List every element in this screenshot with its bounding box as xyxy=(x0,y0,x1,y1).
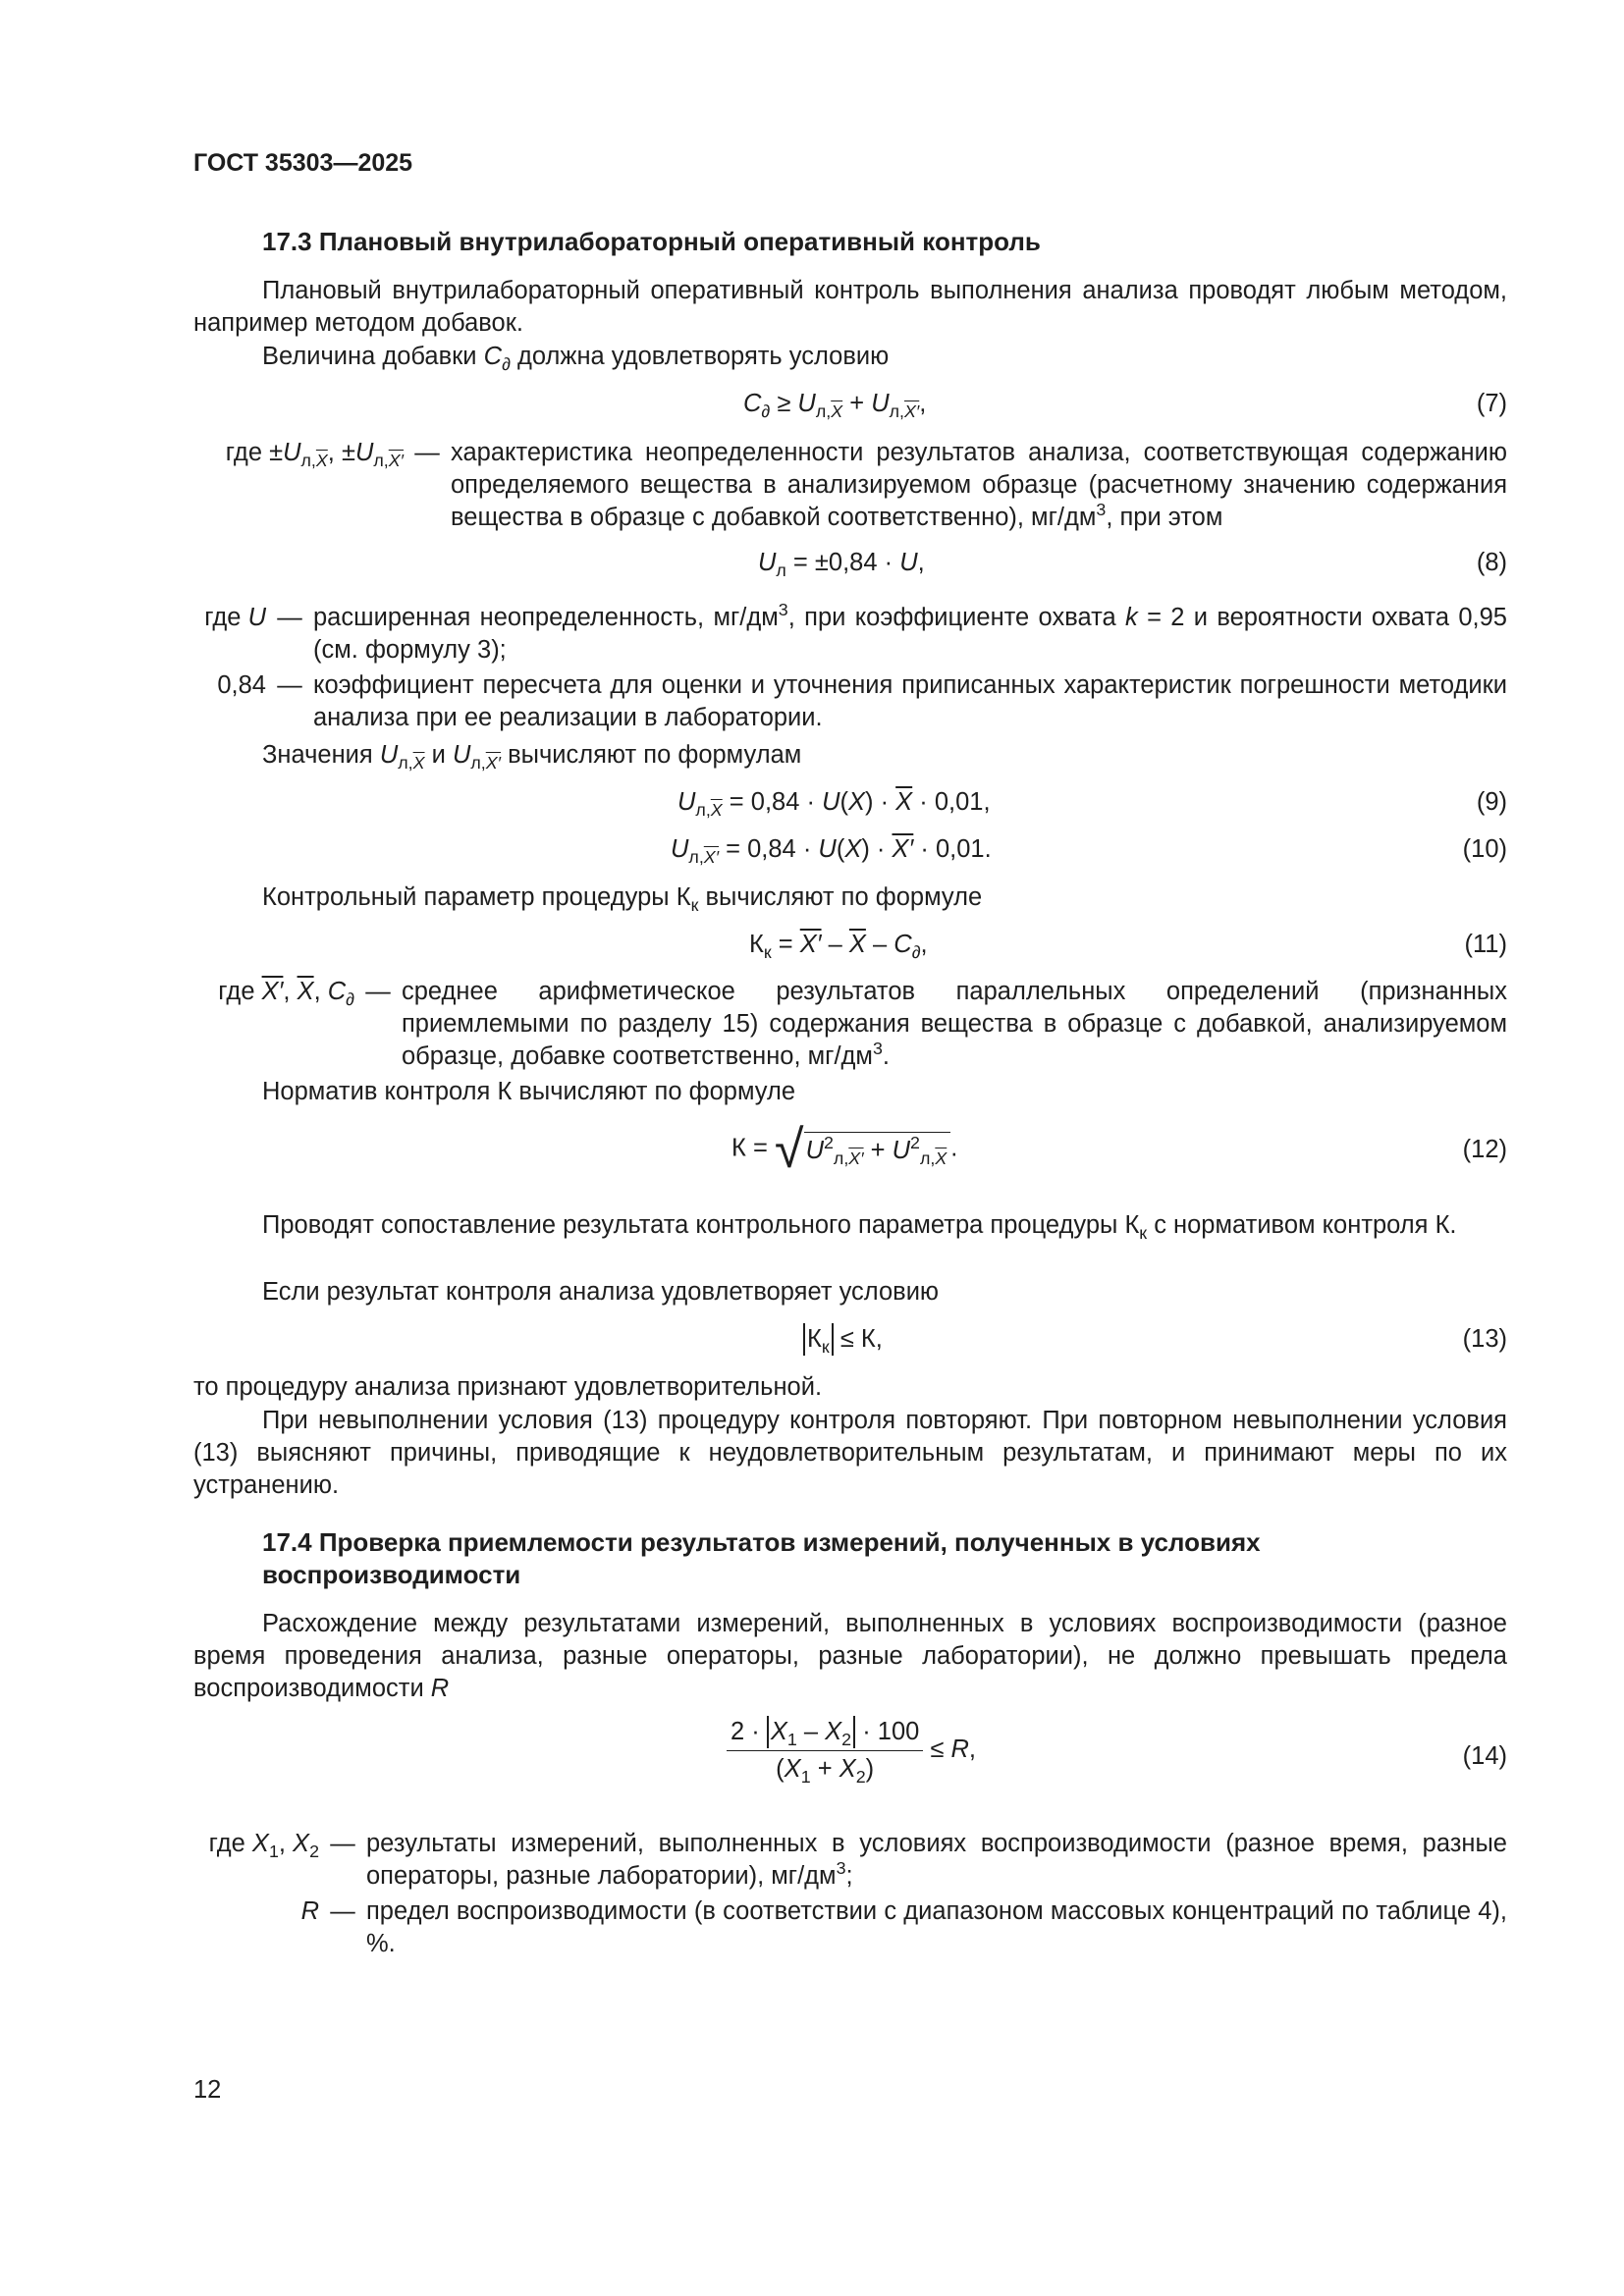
section-17-3-title: 17.3 Плановый внутрилабораторный оперативный контроль xyxy=(262,227,1041,256)
document-header: ГОСТ 35303—2025 xyxy=(193,149,413,177)
page-number: 12 xyxy=(193,2076,222,2104)
definition-R: R — предел воспроизводимости (в соответствии с диапазоном массовых концентраций по таблице 4), %. xyxy=(300,1897,1507,1957)
formula-14: $\frac{2 \cdot X_1 - X_2 \cdot 100}{(X_1 + X_2)}$ ≤ R, xyxy=(727,1716,976,1786)
equation-number-14: (14) xyxy=(1462,1742,1507,1770)
paragraph-norm: Норматив контроля К вычисляют по формуле xyxy=(262,1078,796,1105)
paragraph-compare: Проводят сопоставление результата контрольного параметра процедуры $К_к$ с нормативом контроля К. xyxy=(262,1211,1457,1244)
formula-9: $U_{л,\overline{X}} = 0,84 \cdot U(X) \cdot \overline{X} \cdot 0,01$, xyxy=(677,788,991,821)
equation-number-12: (12) xyxy=(1462,1136,1507,1163)
equation-number-13: (13) xyxy=(1462,1325,1507,1353)
paragraph-repeat: При невыполнении условия (13) процедуру контроля повторяют. При повторном невыполнении условия (13) выясняют причины, приводящие к неудовлетворительным результатам, и принимают меры по их устранению. xyxy=(193,1407,1507,1499)
equation-number-7: (7) xyxy=(1476,390,1507,417)
formula-7: $C_\partial \ge U_{л,\overline{X}} + U_{л,X'}$, xyxy=(743,390,927,422)
equation-number-9: (9) xyxy=(1476,788,1507,816)
definition-14: где $X_1$, $X_2$ — результаты измерений, выполненных в условиях воспроизводимости (разное время, разные операторы, разные лаборатории), $мг/дм^3$; xyxy=(208,1830,1507,1890)
equation-number-10: (10) xyxy=(1462,835,1507,863)
paragraph-intro: Плановый внутрилабораторный оперативный контроль выполнения анализа проводят любым методом, например методом добавок. xyxy=(193,277,1507,337)
formula-13: $К_к \le К$, xyxy=(803,1323,883,1356)
definition-084: 0,84 — коэффициент пересчета для оценки и уточнения приписанных характеристик погрешности методики анализа при ее реализации в лаборатории. xyxy=(217,671,1507,731)
paragraph-reproducibility: Расхождение между результатами измерений, выполненных в условиях воспроизводимости (разное время проведения анализа, разные операторы, разные лаборатории), не должно превышать предела воспроизводимости R xyxy=(193,1610,1507,1702)
formula-11: $К_к = X' - \overline{X} - C_\partial$, xyxy=(749,931,928,963)
equation-number-11: (11) xyxy=(1464,931,1507,958)
definition-U: где U — расширенная неопределенность, $мг/дм^3$, при коэффициенте охвата k = 2 и вероятности охвата 0,95 (см. формулу 3); xyxy=(204,600,1507,664)
paragraph-condition: Если результат контроля анализа удовлетворяет условию xyxy=(262,1278,940,1306)
definition-term: где $\pm U_{л,\overline{X}}$, $\pm U_{л,X'}$ xyxy=(225,439,404,471)
formula-8: $U_л = \pm 0,84 \cdot U$, xyxy=(758,549,925,581)
definition-7: где $\pm U_{л,\overline{X}}$, $\pm U_{л,X'}$ — характеристика неопределенности результатов анализа, соответствующая содержанию определяемого вещества в анализируемом образце (расчетному значению содержания вещества в образце с добавкой соответственно), $мг/дм^3$, при этом xyxy=(193,437,1507,534)
definition-description: характеристика неопределенности результатов анализа, соответствующая содержанию определяемого вещества в анализируемом образце (расчетному значению содержания вещества в образце с добавкой соответственно), $мг/дм^3$, при этом xyxy=(451,439,1507,531)
formula-12: К = √ $U^2_{л,X'} + U^2_{л,\overline{X}}$ . xyxy=(731,1120,958,1179)
paragraph-satisfactory: то процедуру анализа признают удовлетворительной. xyxy=(193,1373,823,1401)
paragraph-control-parameter: Контрольный параметр процедуры $К_к$ вычисляют по формуле xyxy=(262,883,983,916)
formula-10: $U_{л,X'} = 0,84 \cdot U(X) \cdot X' \cdot 0,01$. xyxy=(671,835,992,868)
section-17-4-title: 17.4 Проверка приемлемости результатов измерений, полученных в условиях воспроизводимости xyxy=(262,1527,1261,1589)
paragraph-values: Значения $U_{л,\overline{X}}$ и $U_{л,X'}$ вычисляют по формулам xyxy=(262,741,802,774)
equation-number-8: (8) xyxy=(1476,549,1507,576)
definition-11: где X′, $\overline{X}$, $C_\partial$ — среднее арифметическое результатов параллельных определений (признанных приемлемыми по разделу 15) содержания вещества в образце с добавкой, анализируемом образце, добавке соответственно, $мг/дм^3$. xyxy=(218,978,1507,1070)
paragraph-additive: Величина добавки $C_\partial$ должна удовлетворять условию xyxy=(262,343,890,375)
